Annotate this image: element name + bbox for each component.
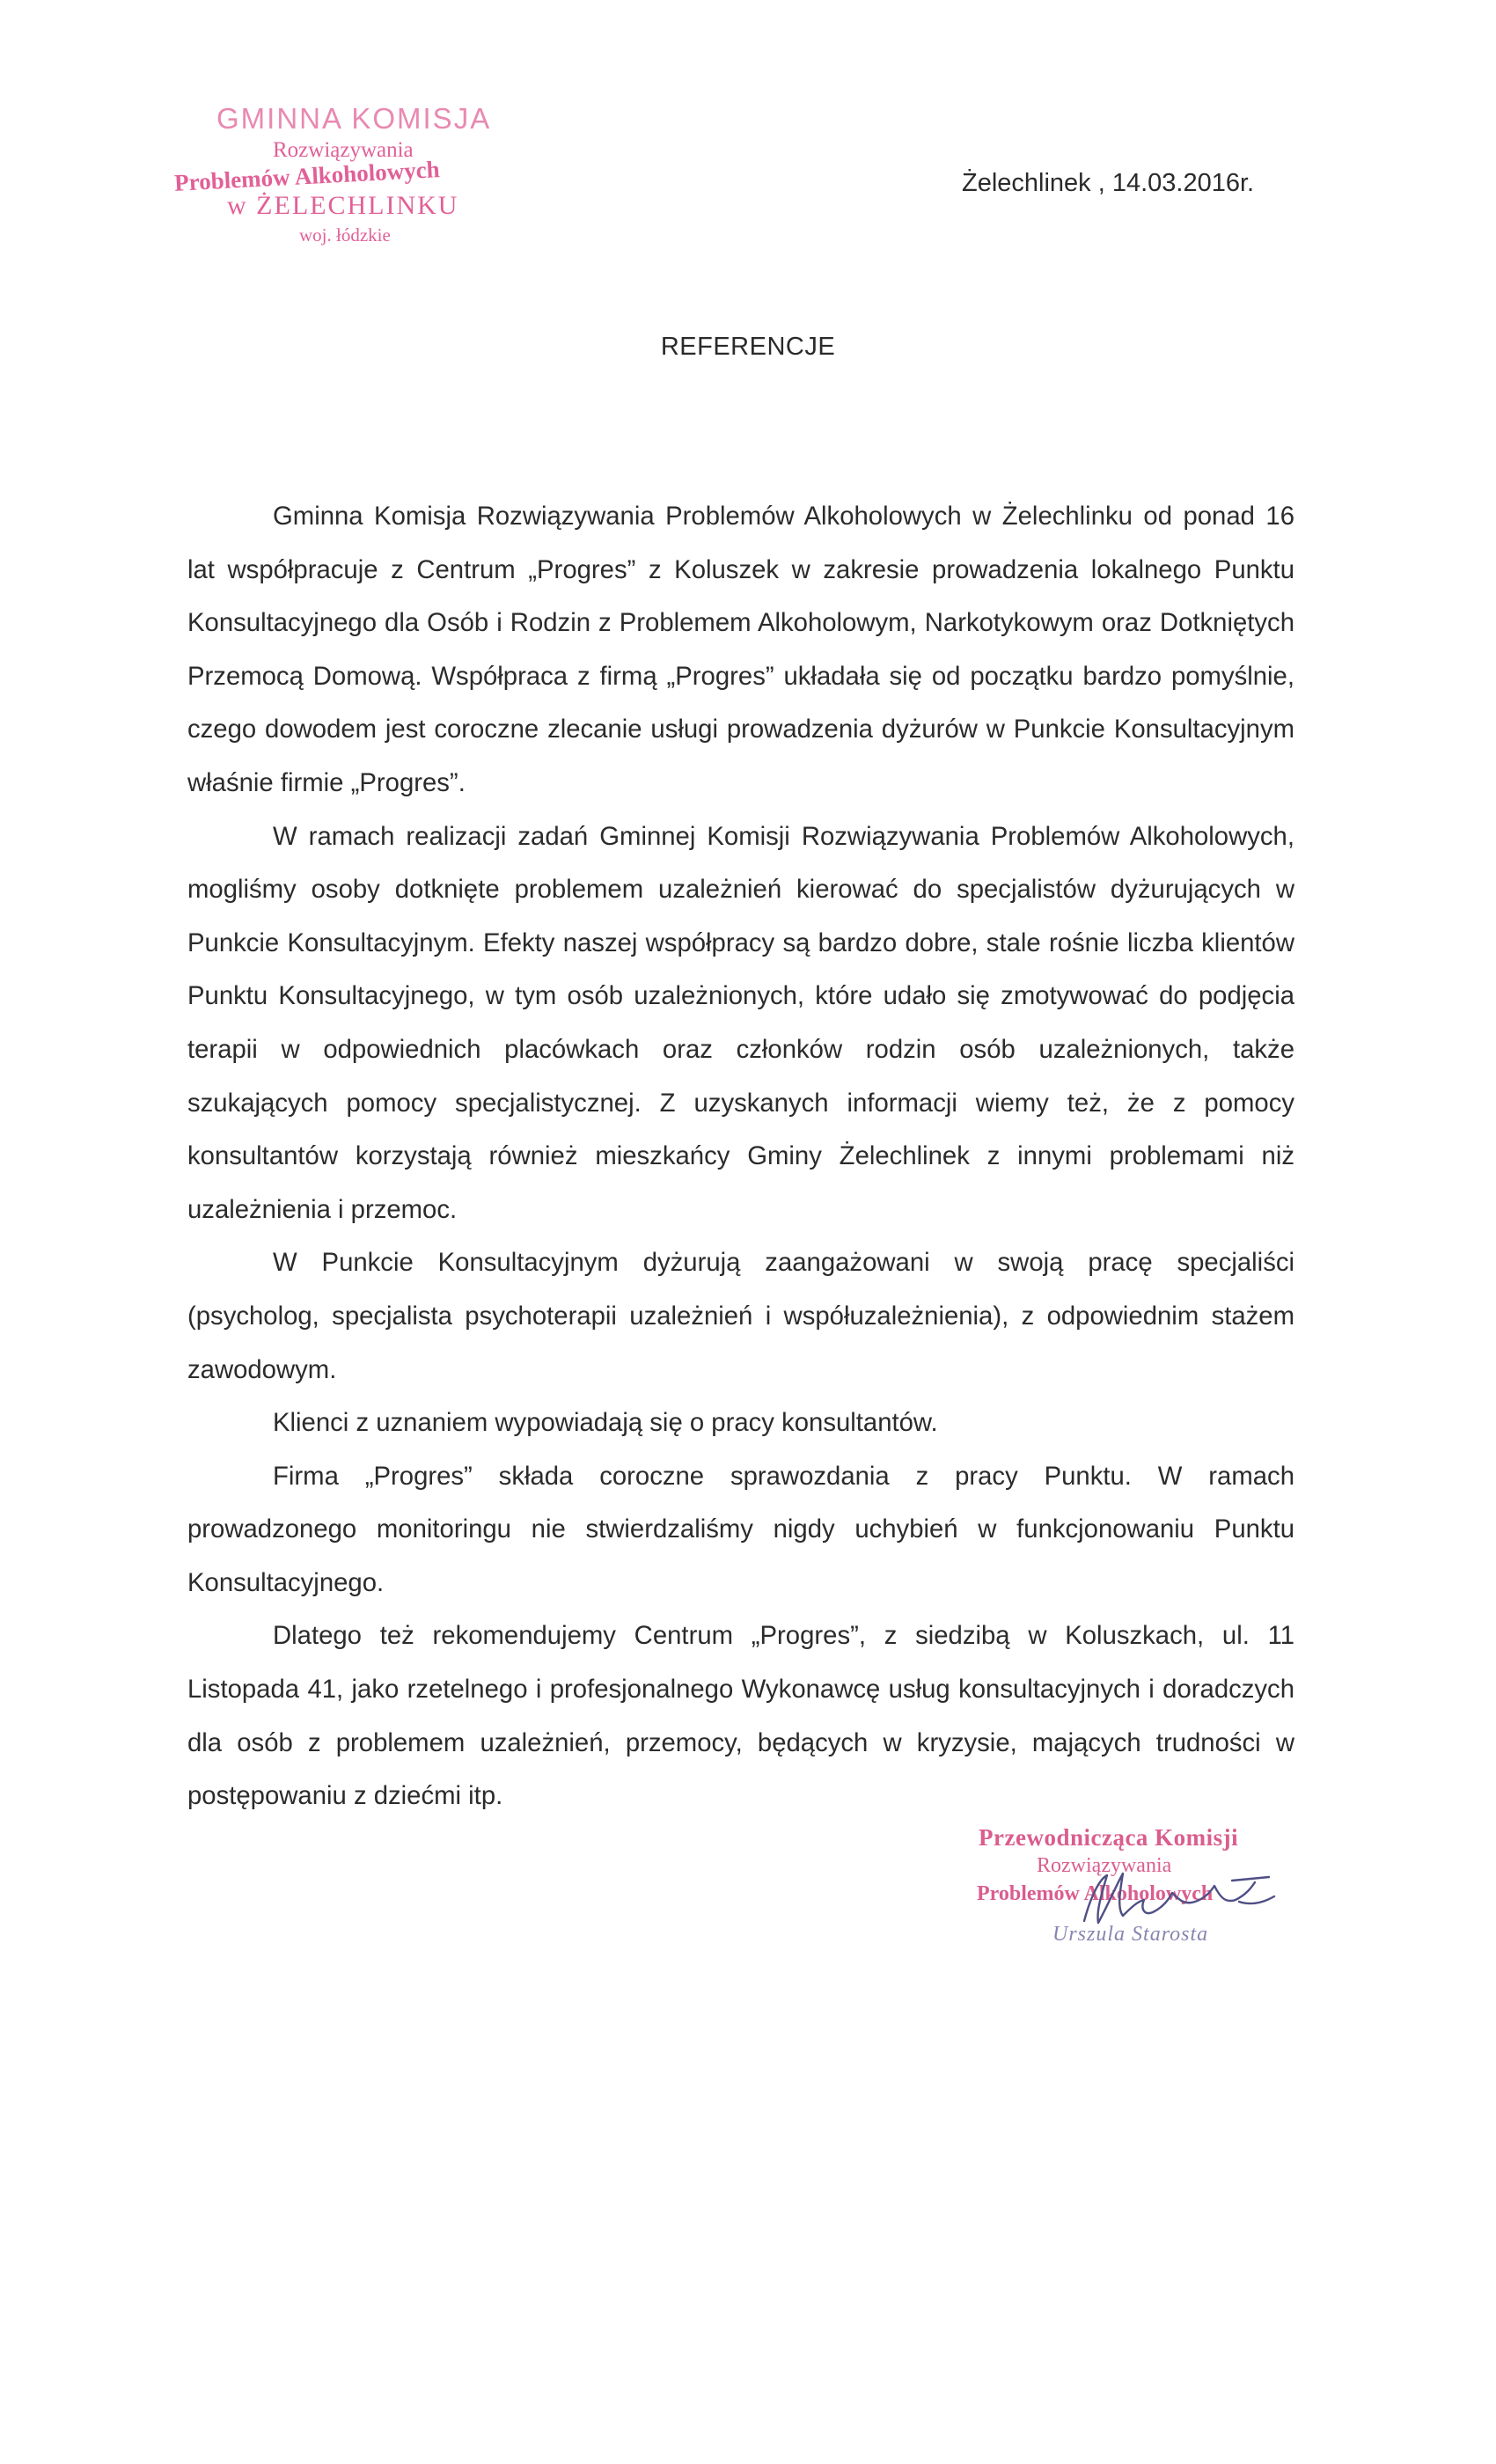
letter-body — [187, 490, 1294, 1823]
signature-stamp-line-2: Rozwiązywania — [1037, 1854, 1172, 1877]
document-date: Żelechlinek , 14.03.2016r. — [962, 169, 1255, 197]
stamp-line-2: Rozwiązywania — [273, 138, 414, 162]
stamp-line-4: w ŻELECHLINKU — [227, 191, 459, 220]
stamp-line-5: woj. łódzkie — [299, 224, 391, 246]
paragraph-3: W Punkcie Konsultacyjnym dyżurują zaangażowani w swoją pracę specjaliści (psycholog, specjalista psychoterapii uzależnień i współuzależnienia), z odpowiednim stażem zawodowym. — [187, 1248, 1294, 1384]
signature-stamp — [968, 1824, 1302, 1965]
paragraph-2: W ramach realizacji zadań Gminnej Komisji Rozwiązywania Problemów Alkoholowych, mogliśmy osoby dotknięte problemem uzależnień kierować do specjalistów dyżurujących w Punkcie Konsultacyjnym. Efekty naszej współpracy są bardzo dobre, stale rośnie liczba klientów Punktu Konsultacyjnego, w tym osób uzależnionych, które udało się zmotywować do podjęcia terapii w odpowiednich placówkach oraz członków rodzin osób uzależnionych, także szukających pomocy specjalistycznej. Z uzyskanych informacji wiemy też, że z pomocy konsultantów korzystają również mieszkańcy Gminy Żelechlinek z innymi problemami niż uzależnienia i przemoc. — [187, 821, 1294, 1224]
stamp-line-1: GMINNA KOMISJA — [216, 102, 492, 135]
signatory-name: Urszula Starosta — [1052, 1923, 1209, 1946]
stamp-line-3: Problemów Alkoholowych — [173, 156, 441, 196]
signature-stamp-line-3: Problemów Alkoholowych — [977, 1882, 1214, 1905]
paragraph-5: Firma „Progres” składa coroczne sprawozdania z pracy Punktu. W ramach prowadzonego monitoringu nie stwierdzaliśmy nigdy uchybień w funkcjonowaniu Punktu Konsultacyjnego. — [187, 1461, 1294, 1597]
commission-stamp — [174, 104, 509, 253]
paragraph-6: Dlatego też rekomendujemy Centrum „Progres”, z siedzibą w Koluszkach, ul. 11 Listopada 41, jako rzetelnego i profesjonalnego Wykonawcę usług konsultacyjnych i doradczych dla osób z problemem uzależnień, przemocy, będących w kryzysie, mających trudności w postępowaniu z dziećmi itp. — [187, 1621, 1294, 1811]
document-title: REFERENCJE — [660, 333, 836, 361]
signature-stamp-line-1: Przewodnicząca Komisji — [979, 1824, 1239, 1851]
handwritten-signature — [968, 1824, 1302, 1965]
paragraph-1: Gminna Komisja Rozwiązywania Problemów Alkoholowych w Żelechlinku od ponad 16 lat współpracuje z Centrum „Progres” z Koluszek w zakresie prowadzenia lokalnego Punktu Konsultacyjnego dla Osób i Rodzin z Problemem Alkoholowym, Narkotykowym oraz Dotkniętych Przemocą Domową. Współpraca z firmą „Progres” układała się od początku bardzo pomyślnie, czego dowodem jest coroczne zlecanie usługi prowadzenia dyżurów w Punkcie Konsultacyjnym właśnie firmie „Progres”. — [187, 502, 1294, 797]
paragraph-4: Klienci z uznaniem wypowiadają się o pracy konsultantów. — [273, 1408, 938, 1438]
